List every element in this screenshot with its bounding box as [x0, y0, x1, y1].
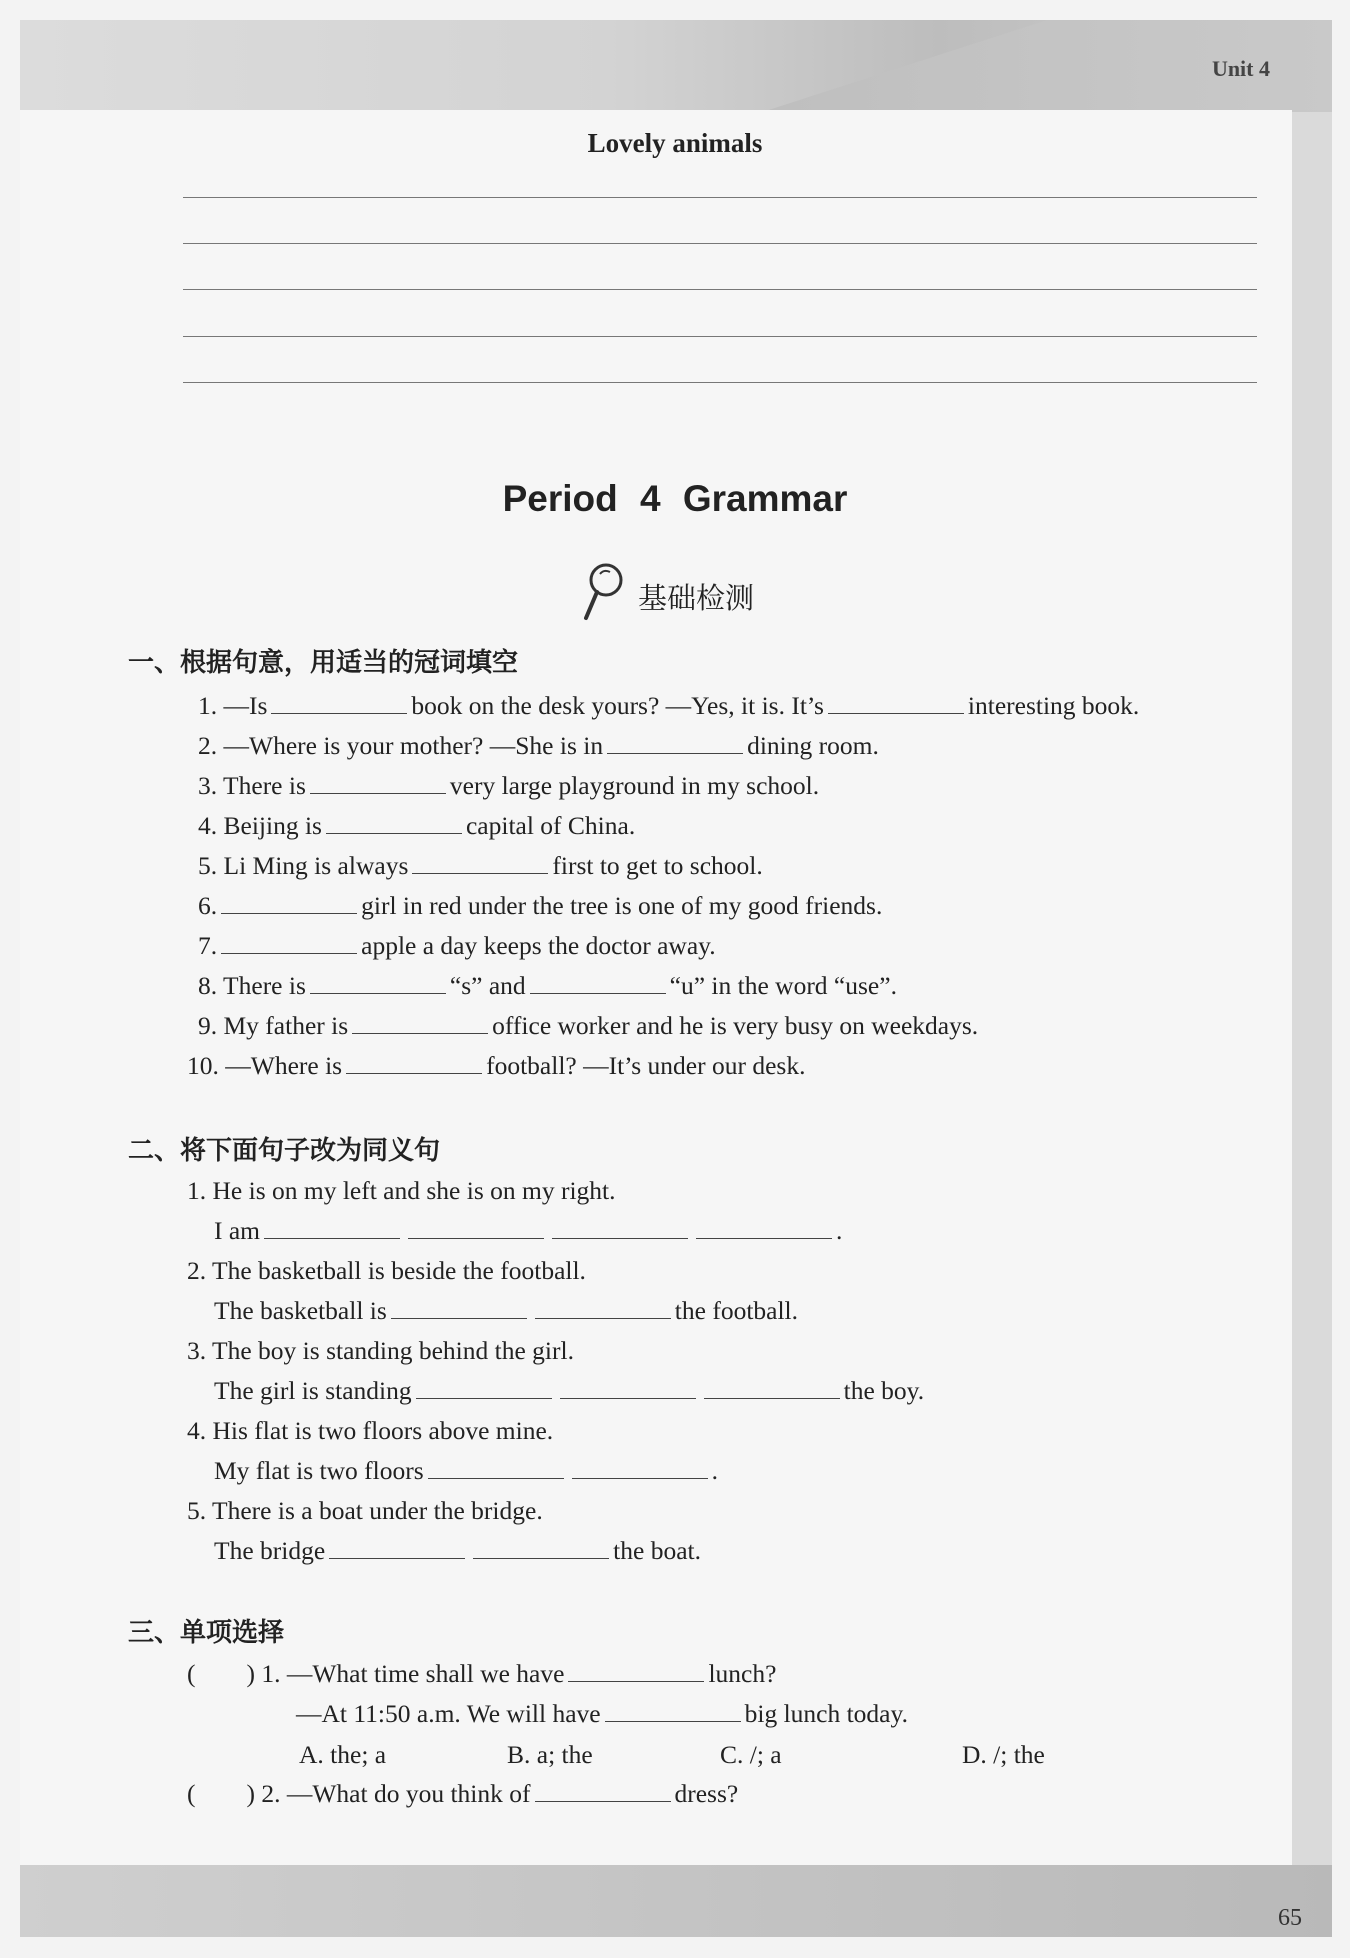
- basic-label: 基础检测: [638, 581, 755, 615]
- answer-blank[interactable]: [535, 1296, 671, 1319]
- unit-label: Unit 4: [1211, 56, 1270, 81]
- writing-line[interactable]: [183, 382, 1257, 383]
- question-text: 1. He is on my left and she is on my right.: [187, 1176, 616, 1205]
- section2-title: 二、将下面句子改为同义句: [128, 1136, 441, 1166]
- magnifier-icon: [578, 560, 628, 622]
- list-item: 1. —Is book on the desk yours? —Yes, it is. It’s interesting book.: [198, 691, 1140, 720]
- answer-blank[interactable]: [560, 1376, 696, 1399]
- page-number: 65: [1278, 1905, 1302, 1931]
- answer-blank[interactable]: [473, 1536, 609, 1559]
- answer-blank[interactable]: [221, 891, 357, 914]
- writing-line[interactable]: [183, 243, 1257, 244]
- answer-paren[interactable]: ( ) 2.: [187, 1779, 281, 1808]
- page-edge: [1292, 112, 1332, 1867]
- answer-blank[interactable]: [828, 691, 964, 714]
- answer-blank[interactable]: [704, 1376, 840, 1399]
- answer-blank[interactable]: [568, 1659, 704, 1682]
- answer-blank[interactable]: [326, 811, 462, 834]
- section1-title: 一、根据句意，用适当的冠词填空: [128, 648, 519, 678]
- answer-blank[interactable]: [412, 851, 548, 874]
- answer-paren[interactable]: ( ) 1.: [187, 1659, 281, 1688]
- answer-blank[interactable]: [535, 1779, 671, 1802]
- answer-blank[interactable]: [310, 771, 446, 794]
- answer-blank[interactable]: [310, 971, 446, 994]
- list-item: 3. There is very large playground in my school.: [198, 771, 820, 800]
- section3-title: 三、单项选择: [128, 1618, 285, 1648]
- answer-line: The basketball is the football.: [214, 1296, 799, 1325]
- answer-blank[interactable]: [572, 1456, 708, 1479]
- answer-blank[interactable]: [271, 691, 407, 714]
- question-text: 2. The basketball is beside the football.: [187, 1256, 586, 1285]
- option-c[interactable]: C. /; a: [720, 1740, 782, 1769]
- answer-blank[interactable]: [329, 1536, 465, 1559]
- answer-blank[interactable]: [221, 931, 357, 954]
- answer-line: The girl is standing the boy.: [214, 1376, 925, 1405]
- answer-line: I am .: [214, 1216, 843, 1245]
- question-text: 3. The boy is standing behind the girl.: [187, 1336, 574, 1365]
- list-item: 6. girl in red under the tree is one of my good friends.: [198, 891, 883, 920]
- option-a[interactable]: A. the; a: [299, 1740, 387, 1769]
- answer-blank[interactable]: [352, 1011, 488, 1034]
- answer-blank[interactable]: [391, 1296, 527, 1319]
- choice-question: ( ) 2. —What do you think of dress?: [187, 1779, 739, 1808]
- writing-line[interactable]: [183, 289, 1257, 290]
- list-item: 9. My father is office worker and he is very busy on weekdays.: [198, 1011, 979, 1040]
- question-text: 4. His flat is two floors above mine.: [187, 1416, 554, 1445]
- list-item: 10. —Where is football? —It’s under our desk.: [187, 1051, 806, 1080]
- choice-question: ( ) 1. —What time shall we have lunch?: [187, 1659, 777, 1688]
- answer-blank[interactable]: [607, 731, 743, 754]
- option-b[interactable]: B. a; the: [507, 1740, 593, 1769]
- list-item: 2. —Where is your mother? —She is in dining room.: [198, 731, 879, 760]
- answer-blank[interactable]: [530, 971, 666, 994]
- list-item: 5. Li Ming is always first to get to school.: [198, 851, 763, 880]
- writing-line[interactable]: [183, 336, 1257, 337]
- answer-line: My flat is two floors .: [214, 1456, 719, 1485]
- writing-title: Lovely animals: [587, 128, 763, 158]
- writing-line[interactable]: [183, 197, 1257, 198]
- option-d[interactable]: D. /; the: [962, 1740, 1045, 1769]
- list-item: 8. There is “s” and “u” in the word “use”.: [198, 971, 897, 1000]
- question-text: 5. There is a boat under the bridge.: [187, 1496, 543, 1525]
- list-item: 4. Beijing is capital of China.: [198, 811, 636, 840]
- answer-blank[interactable]: [416, 1376, 552, 1399]
- answer-blank[interactable]: [552, 1216, 688, 1239]
- answer-blank[interactable]: [605, 1699, 741, 1722]
- answer-blank[interactable]: [346, 1051, 482, 1074]
- answer-line: The bridge the boat.: [214, 1536, 701, 1565]
- footer-band: [20, 1865, 1332, 1937]
- period-title: Period 4 Grammar: [502, 478, 848, 519]
- list-item: 7. apple a day keeps the doctor away.: [198, 931, 716, 960]
- answer-blank[interactable]: [264, 1216, 400, 1239]
- answer-blank[interactable]: [428, 1456, 564, 1479]
- answer-blank[interactable]: [696, 1216, 832, 1239]
- choice-question-line: —At 11:50 a.m. We will have big lunch today.: [296, 1699, 908, 1728]
- header-band: [20, 20, 1332, 112]
- answer-blank[interactable]: [408, 1216, 544, 1239]
